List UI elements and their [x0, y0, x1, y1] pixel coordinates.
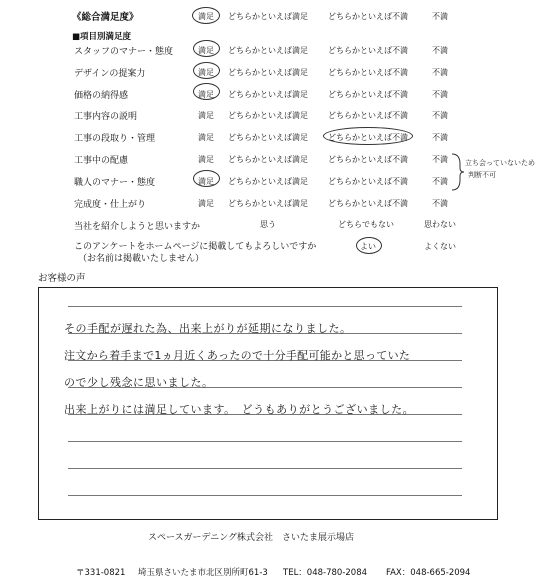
item-option: 満足 — [198, 90, 214, 99]
item-option: どちらかといえば不満 — [328, 133, 408, 142]
side-note-line-1: 立ち会っていないため — [465, 159, 535, 167]
footer-tel: TEL：048-780-2084 — [283, 568, 368, 578]
overall-option-3: どちらかといえば不満 — [328, 12, 408, 21]
publish-question: このアンケートをホームページに掲載してもよろしいですか — [74, 242, 317, 252]
item-label: 工事の段取り・管理 — [74, 134, 156, 144]
answer-circle — [192, 7, 220, 24]
item-option: 不満 — [432, 111, 448, 120]
ruled-line — [68, 468, 462, 469]
item-option: どちらかといえば満足 — [228, 68, 308, 77]
item-option: どちらかといえば不満 — [328, 111, 408, 120]
item-option: どちらかといえば満足 — [228, 111, 308, 120]
item-option: どちらかといえば満足 — [228, 155, 308, 164]
referral-option-2: どちらでもない — [338, 220, 394, 229]
item-option: どちらかといえば不満 — [328, 155, 408, 164]
voice-header: お客様の声 — [38, 273, 86, 284]
item-option: 満足 — [198, 177, 214, 186]
ruled-line — [68, 306, 462, 307]
overall-option-2: どちらかといえば満足 — [228, 12, 308, 21]
item-label: 価格の納得感 — [74, 91, 129, 101]
voice-line-2: 注文から着手まで1ヵ月近くあったので十分手配可能かと思っていた — [64, 349, 411, 362]
footer-company: スペースガーデニング株式会社 さいたま展示場店 — [148, 533, 355, 543]
item-option: 満足 — [198, 68, 214, 77]
referral-question: 当社を紹介しようと思いますか — [74, 222, 201, 232]
item-label: 職人のマナー・態度 — [74, 178, 156, 188]
publish-option-2: よくない — [424, 242, 456, 251]
item-option: どちらかといえば不満 — [328, 199, 408, 208]
items-header: ■項目別満足度 — [72, 32, 132, 42]
item-option: 不満 — [432, 46, 448, 55]
footer-address: 埼玉県さいたま市北区別所町61-3 — [138, 568, 268, 578]
footer-fax: FAX：048-665-2094 — [386, 568, 471, 578]
item-label: デザインの提案力 — [74, 69, 146, 79]
ruled-line — [68, 495, 462, 496]
item-option: 満足 — [198, 199, 214, 208]
answer-circle — [356, 237, 382, 254]
item-label: 完成度・仕上がり — [74, 200, 147, 210]
item-option: どちらかといえば不満 — [328, 177, 408, 186]
item-option: 不満 — [432, 177, 448, 186]
item-option: 不満 — [432, 68, 448, 77]
answer-circle — [193, 40, 220, 57]
item-option: どちらかといえば満足 — [228, 133, 308, 142]
item-option: 不満 — [432, 155, 448, 164]
overall-title: 《総合満足度》 — [72, 12, 139, 23]
answer-circle — [193, 170, 220, 187]
answer-circle — [193, 62, 220, 79]
item-option: どちらかといえば満足 — [228, 177, 308, 186]
item-option: 満足 — [198, 111, 214, 120]
item-option: どちらかといえば満足 — [228, 199, 308, 208]
item-option: 不満 — [432, 90, 448, 99]
item-option: どちらかといえば不満 — [328, 68, 408, 77]
answer-circle — [193, 83, 220, 100]
overall-option-4: 不満 — [432, 12, 448, 21]
answer-circle — [323, 127, 413, 145]
publish-note: （お名前は掲載いたしません） — [78, 254, 205, 264]
item-option: どちらかといえば不満 — [328, 46, 408, 55]
footer-postal: 〒331-0821 — [76, 568, 126, 578]
item-option: どちらかといえば満足 — [228, 90, 308, 99]
item-option: 満足 — [198, 133, 214, 142]
referral-option-3: 思わない — [424, 220, 456, 229]
publish-option-1: よい — [360, 242, 376, 251]
voice-line-4: 出来上がりには満足しています。 どうもありがとうございました。 — [64, 403, 415, 416]
side-note-line-2: 判断不可 — [468, 171, 496, 179]
item-option: 不満 — [432, 133, 448, 142]
voice-line-3: ので少し残念に思いました。 — [64, 376, 214, 389]
item-option: 満足 — [198, 155, 214, 164]
voice-line-1: その手配が遅れた為、出来上がりが延期になりました。 — [64, 322, 352, 335]
ruled-line — [68, 441, 462, 442]
item-option: どちらかといえば不満 — [328, 90, 408, 99]
item-label: スタッフのマナー・態度 — [74, 47, 174, 57]
item-option: どちらかといえば満足 — [228, 46, 308, 55]
item-option: 満足 — [198, 46, 214, 55]
overall-option-1: 満足 — [198, 12, 214, 21]
item-label: 工事内容の説明 — [74, 112, 138, 122]
item-label: 工事中の配慮 — [74, 156, 129, 166]
referral-option-1: 思う — [260, 220, 276, 229]
item-option: 不満 — [432, 199, 448, 208]
